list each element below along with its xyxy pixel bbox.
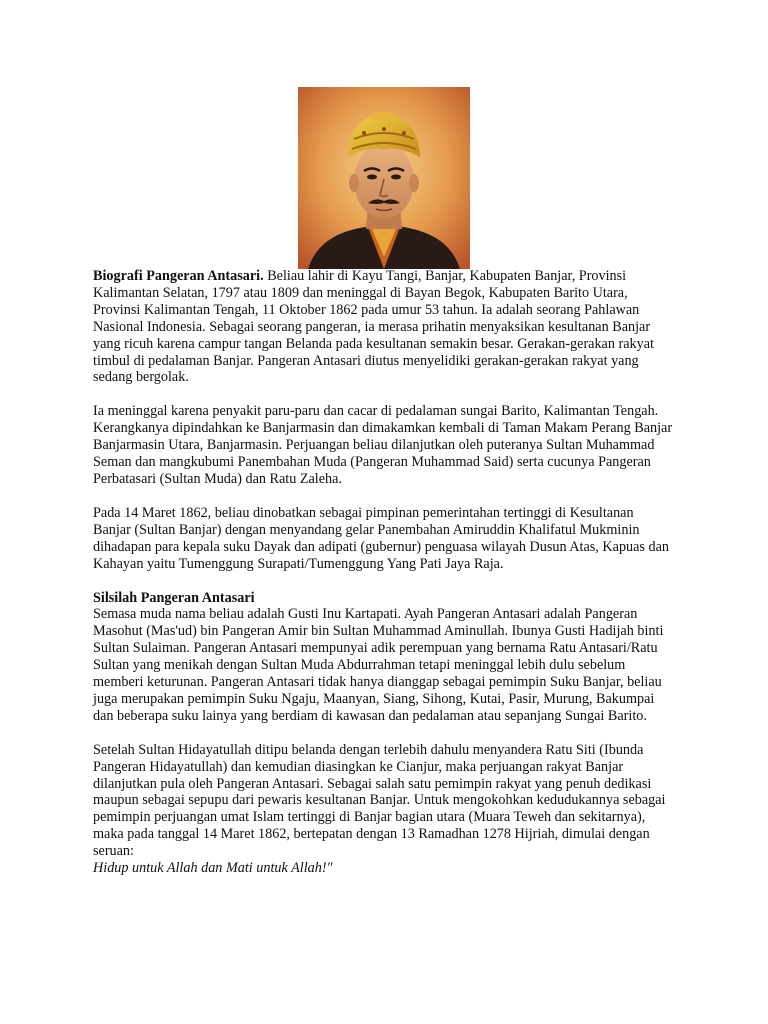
- paragraph-text: Setelah Sultan Hidayatullah ditipu belanda dengan terlebih dahulu menyandera Ratu Siti (Ibunda Pangeran Hidayatullah) dan kemudian diasingkan ke Cianjur, maka perjuangan rakyat Banjar dilanjutkan pula oleh Pangeran Antasari. Sebagai salah satu pemimpin rakyat yang penuh dedikasi maupun sebagai sepupu dari pewaris kesultanan Banjar. Untuk mengokohkan kedudukannya sebagai pemimpin perjuangan umat Islam tertinggi di Banjar bagian utara (Muara Teweh dan sekitarnya), maka pada tanggal 14 Maret 1862, bertepatan dengan 13 Ramadhan 1278 Hijriah, dimulai dengan seruan:: [93, 741, 666, 860]
- paragraph-text: Pada 14 Maret 1862, beliau dinobatkan sebagai pimpinan pemerintahan tertinggi di Kesultanan Banjar (Sultan Banjar) dengan menyandang gelar Panembahan Amiruddin Khalifatul Mukminin dihadapan para kepala suku Dayak dan adipati (gubernur) penguasa wilayah Dusun Atas, Kapuas dan Kahayan yaitu Tumenggung Surapati/Tumenggung Yang Pati Jaya Raja.: [93, 504, 669, 572]
- quote-text: Hidup untuk Allah dan Mati untuk Allah!": [93, 860, 333, 877]
- portrait-image: [298, 87, 470, 269]
- paragraph-intro: [93, 268, 673, 386]
- heading-biografi: Biografi Pangeran Antasari.: [93, 268, 264, 284]
- heading-silsilah: Silsilah Pangeran Antasari: [93, 589, 255, 606]
- paragraph-text: Ia meninggal karena penyakit paru-paru dan cacar di pedalaman sungai Barito, Kalimantan Tengah. Kerangkanya dipindahkan ke Banjarmasin dan dimakamkan kembali di Taman Makam Perang Banjar Banjarmasin Utara, Banjarmasin. Perjuangan beliau dilanjutkan oleh puteranya Sultan Muhammad Seman dan mangkubumi Panembahan Muda (Pangeran Muhammad Said) serta cucunya Pangeran Perbatasari (Sultan Muda) dan Ratu Zaleha.: [93, 403, 673, 487]
- paragraph-text: Semasa muda nama beliau adalah Gusti Inu Kartapati. Ayah Pangeran Antasari adalah Pangeran Masohut (Mas'ud) bin Pangeran Amir bin Sultan Muhammad Aminullah. Ibunya Gusti Hadijah binti Sultan Sulaiman. Pangeran Antasari mempunyai adik perempuan yang bernama Ratu Antasari/Ratu Sultan yang menikah dengan Sultan Muda Abdurrahman tetapi meninggal lebih dulu sebelum memberi keturunan. Pangeran Antasari tidak hanya dianggap sebagai pemimpin Suku Banjar, beliau juga merupakan pemimpin Suku Ngaju, Maanyan, Siang, Sihong, Kutai, Pasir, Murung, Bakumpai dan beberapa suku lainya yang berdiam di kawasan dan pedalaman atau sepanjang Sungai Barito.: [93, 606, 664, 724]
- paragraph-text: Beliau lahir di Kayu Tangi, Banjar, Kabupaten Banjar, Provinsi Kalimantan Selatan, 1797 atau 1809 dan meninggal di Bayan Begok, Kabupaten Barito Utara, Provinsi Kalimantan Tengah, 11 Oktober 1862 pada umur 53 tahun. Ia adalah seorang Pahlawan Nasional Indonesia. Sebagai seorang pangeran, ia merasa prihatin menyaksikan kesultanan Banjar yang ricuh karena campur tangan Belanda pada kesultanan semakin besar. Gerakan-gerakan rakyat timbul di pedalaman Banjar. Pangeran Antasari diutus menyelidiki gerakan-gerakan rakyat yang sedang bergolak.: [93, 268, 654, 386]
- article-body: [93, 268, 673, 877]
